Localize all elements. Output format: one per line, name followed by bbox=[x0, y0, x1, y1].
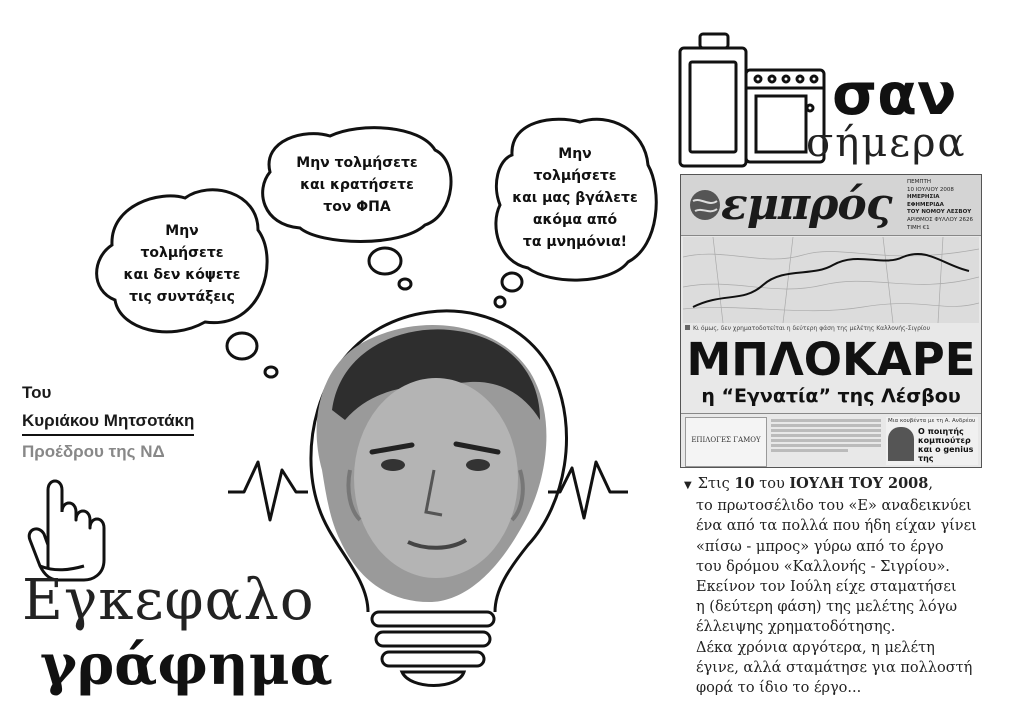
lightbulb-base-ring bbox=[376, 632, 490, 646]
newspaper-masthead-bar bbox=[681, 175, 981, 236]
bubble-dot bbox=[227, 333, 257, 359]
bubble-line: τολμήσετε bbox=[533, 168, 617, 184]
bubble-line: ακόμα από bbox=[532, 212, 618, 228]
caption-mid: του bbox=[754, 476, 790, 492]
caption-line: η (δεύτερη φάση) της μελέτης λόγω bbox=[696, 599, 958, 616]
bubble-dot bbox=[369, 248, 401, 274]
side-teaser-title: Ο ποιητής κομπιούτερ και ο genius της bbox=[918, 427, 974, 463]
newspaper-subhead bbox=[685, 325, 977, 332]
masthead-info-line: ΤΟΥ ΝΟΜΟΥ ΛΕΣΒΟΥ bbox=[907, 209, 972, 216]
newspaper-body-text bbox=[771, 417, 881, 465]
newspaper-subhead-text: Κι όμως, δεν χρηματοδοτείται η δεύτερη φάση της μελέτης Καλλονής-Σιγρίου bbox=[693, 325, 931, 332]
bubble-3-text bbox=[500, 143, 650, 253]
caption-day: 10 bbox=[734, 475, 755, 492]
bubble-line: και δεν κόψετε bbox=[123, 267, 241, 283]
caption-line: του δρόμου «Καλλονής - Σιγρίου». bbox=[696, 558, 950, 575]
bubble-line: Μην τολμήσετε bbox=[296, 155, 418, 171]
masthead-info-line: ΗΜΕΡΗΣΙΑ bbox=[907, 194, 940, 201]
caption-lead bbox=[684, 474, 984, 496]
byline-role: Προέδρου της ΝΔ bbox=[22, 442, 165, 461]
side-teaser bbox=[886, 417, 978, 465]
masthead-info-line: 10 ΙΟΥΛΙΟΥ 2008 bbox=[907, 186, 954, 193]
caption-line: το πρωτοσέλιδο του «Ε» αναδεικνύει bbox=[696, 498, 972, 515]
newspaper-map-image bbox=[683, 237, 979, 323]
portrait-photo bbox=[317, 325, 547, 602]
lightbulb-tip bbox=[402, 672, 464, 686]
bubble-line: και μας βγάλετε bbox=[512, 190, 638, 206]
masthead-info-line: ΤΙΜΗ €1 bbox=[907, 224, 930, 231]
film-canister-icon bbox=[680, 34, 824, 166]
caption-post: , bbox=[928, 476, 933, 492]
wedding-box bbox=[685, 417, 767, 467]
bubble-line: τις συντάξεις bbox=[129, 289, 235, 305]
newspaper-front-page bbox=[680, 174, 982, 468]
lightbulb-base-ring bbox=[382, 652, 484, 666]
feature-title-top: Εγκεφαλο bbox=[22, 568, 315, 633]
bubble-1-text bbox=[108, 220, 256, 308]
heartbeat-line-left bbox=[228, 462, 308, 520]
masthead-info-line: ΑΡΙΘΜΟΣ ΦΥΛΛΟΥ 2626 bbox=[907, 216, 973, 223]
caption-line: φορά το ίδιο το έργο... bbox=[696, 680, 862, 697]
article-caption bbox=[684, 474, 984, 698]
caption-line: Εκείνον τον Ιούλη είχε σταματήσει bbox=[696, 579, 957, 596]
globe-logo-icon bbox=[687, 187, 723, 223]
bubble-dot bbox=[495, 297, 505, 307]
bubble-line: τον ΦΠΑ bbox=[323, 199, 391, 215]
masthead-info bbox=[907, 179, 973, 232]
caption-line: ένα από τα πολλά που ήδη είχαν γίνει bbox=[696, 518, 977, 535]
pointing-hand-icon bbox=[29, 481, 104, 580]
masthead-info-line: ΕΦΗΜΕΡΙΔΑ bbox=[907, 201, 944, 208]
lightbulb-base-ring bbox=[372, 612, 494, 626]
divider bbox=[681, 413, 981, 414]
side-teaser-photo bbox=[888, 427, 914, 461]
column-title-bold: σαν bbox=[832, 60, 957, 128]
column-title-light: σήμερα bbox=[806, 120, 967, 166]
bubble-dot bbox=[399, 279, 411, 289]
bubble-line: τα μνημόνια! bbox=[522, 234, 628, 250]
newspaper-headline-sub: η “Εγνατία” της Λέσβου bbox=[701, 385, 961, 407]
caption-line: Δέκα χρόνια αργότερα, η μελέτη bbox=[696, 639, 935, 656]
caption-line: έλλειψης χρηματοδότησης. bbox=[696, 619, 896, 636]
bubble-line: και κρατήσετε bbox=[300, 177, 414, 193]
triangle-bullet-icon: ▼ bbox=[684, 480, 692, 491]
byline-author: Κυριάκου Μητσοτάκη bbox=[22, 411, 194, 436]
caption-pre: Στις bbox=[697, 476, 735, 492]
bubble-line: τολμήσετε bbox=[140, 245, 224, 261]
caption-date: ΙΟΥΛΗ ΤΟΥ 2008 bbox=[789, 475, 929, 492]
caption-line: έγινε, αλλά σταμάτησε για πολλοστή bbox=[696, 659, 973, 676]
bubble-dot bbox=[265, 367, 277, 377]
bubble-dot bbox=[502, 273, 522, 291]
bubble-line: Μην bbox=[558, 146, 592, 162]
wedding-box-label: ΕΠΙΛΟΓΕΣ ΓΑΜΟΥ bbox=[691, 436, 761, 444]
caption-line: «πίσω - μπρος» γύρω από το έργο bbox=[696, 538, 944, 555]
bubble-2-text bbox=[272, 152, 442, 218]
feature-title-bottom: γράφημα bbox=[40, 632, 333, 698]
masthead-info-line: ΠΕΜΠΤΗ bbox=[907, 179, 931, 185]
newspaper-masthead: εμπρός bbox=[721, 179, 892, 230]
newspaper-headline: ΜΠΛΟΚΑΡΕ bbox=[686, 333, 976, 386]
side-teaser-kicker: Μια κουβέντα με τη Α. Ανδρέου bbox=[888, 418, 976, 424]
byline-prefix: Του bbox=[22, 383, 52, 402]
bubble-line: Μην bbox=[165, 223, 199, 239]
